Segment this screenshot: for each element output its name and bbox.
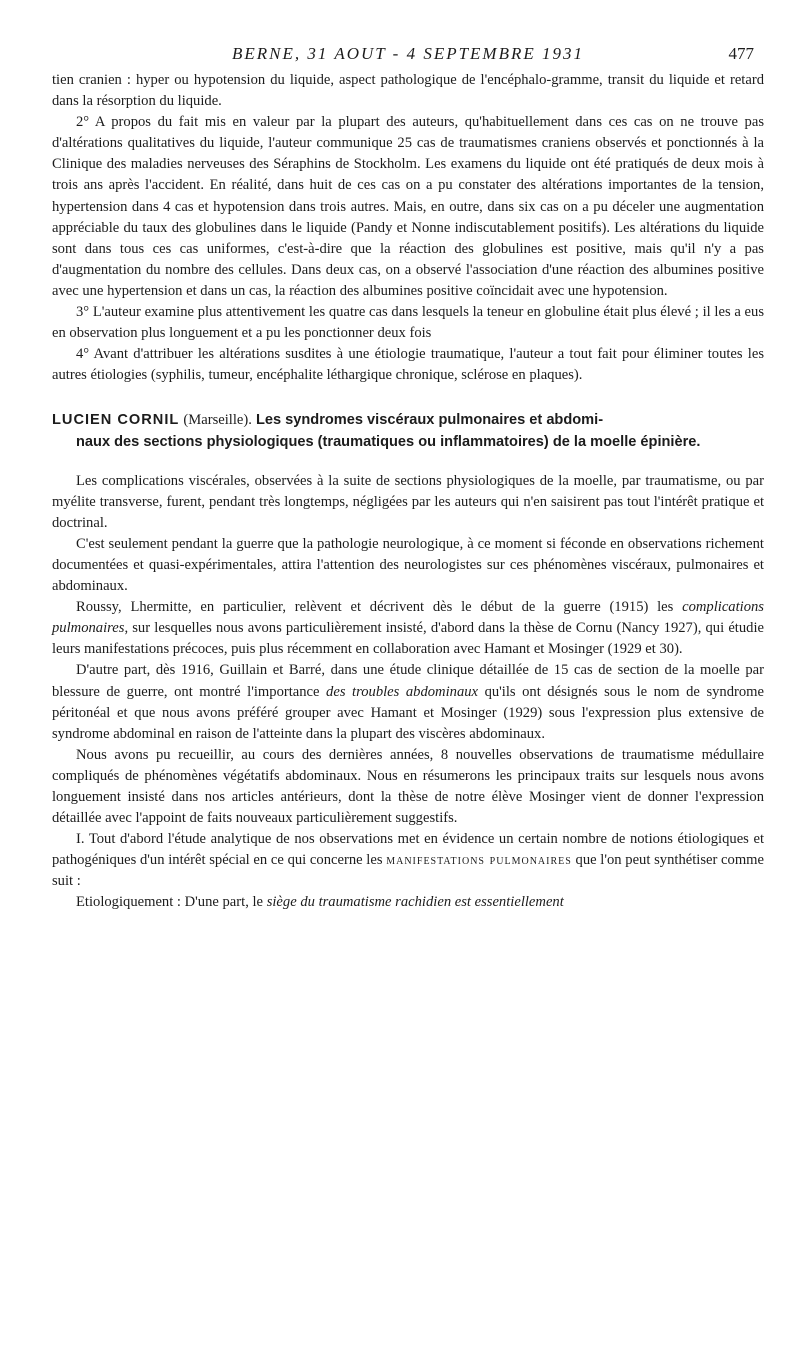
paragraph-continuation: tien cranien : hyper ou hypotension du liquide, aspect pathologique de l'encéphalo-gramme, transit du liquide et retard dans la résorption du liquide. — [52, 72, 764, 110]
article-paragraph-2: C'est seulement pendant la guerre que la pathologie neurologique, à ce moment si féconde en observations richement documentées et quasi-expérimentales, attira l'attention des neurologistes sur ces phénomènes viscéraux, pulmonaires et abdominaux. — [52, 535, 764, 595]
article-paragraph-1: Les complications viscérales, observées à la suite de sections physiologiques de la moelle, par traumatisme, ou par myélite transverse, furent, pendant très longtemps, négligées par les auteurs qui n'en saisirent pas tout l'intérêt pratique et doctrinal. — [52, 472, 764, 531]
document-page — [52, 44, 764, 914]
italic-run: complications pulmonaires — [52, 599, 764, 637]
italic-run: siège du traumatisme rachidien est essentiellement — [266, 894, 564, 911]
text-run: D'autre part, dès 1916, Guillain et Barré, dans une étude clinique détaillée de 15 cas de section de la moelle par blessure de guerre, ont montré l'importance — [52, 662, 764, 700]
text-run: , sur lesquelles nous avons particulièrement insisté, d'abord dans la thèse de Cornu (Nancy 1927), qui étudie leurs manifestations précoces, puis plus récemment en collaboration avec Hamant et Mosinger (1929 et 30). — [52, 620, 764, 658]
article-heading — [52, 410, 764, 431]
text-run: qu'ils ont désignés sous le nom de syndrome péritonéal et que nous avons préféré grouper avec Hamant et Mosinger (1929) sous l'expression plus extensive de syndrome abdominal en raison de l'atteinte dans la plupart des viscères abdominaux. — [52, 683, 764, 742]
text-run: I. Tout d'abord l'étude analytique de nos observations met en évidence un certain nombre de notions étiologiques et pathogéniques d'un intérêt spécial en ce qui concerne les — [52, 831, 764, 869]
paragraph-3: 3° L'auteur examine plus attentivement les quatre cas dans lesquels la teneur en globuline était plus élevé ; il les a eus en observation plus longuement et a pu les ponctionner deux fois — [52, 304, 764, 342]
article-body — [52, 471, 764, 914]
article-title-rest: naux des sections physiologiques (traumatiques ou inflammatoires) de la moelle épinière. — [76, 433, 701, 450]
text-run: Etiologiquement : D'une part, le — [76, 894, 267, 911]
text-run: que l'on peut synthétiser comme suit : — [52, 852, 764, 890]
page-number: 477 — [728, 44, 754, 63]
article-paragraph-4 — [52, 660, 764, 744]
article-paragraph-3 — [52, 597, 764, 660]
previous-abstract — [52, 70, 764, 386]
author-city: (Marseille). — [183, 412, 252, 429]
running-title: BERNE, 31 AOUT - 4 SEPTEMBRE 1931 — [232, 44, 584, 63]
paragraph-4: 4° Avant d'attribuer les altérations susdites à une étiologie traumatique, l'auteur a tout fait pour éliminer toutes les autres étiologies (syphilis, tumeur, encéphalite léthargique chronique, sclérose en plaques). — [52, 346, 764, 384]
article-paragraph-6 — [52, 829, 764, 892]
text-run: Roussy, Lhermitte, en particulier, relèvent et décrivent dès le début de la guerre (1915) les — [76, 599, 683, 616]
small-caps-run: manifestations pulmonaires — [386, 852, 572, 869]
article-title-start: Les syndromes viscéraux pulmonaires et abdomi- — [255, 412, 604, 429]
paragraph-2: 2° A propos du fait mis en valeur par la plupart des auteurs, qu'habituellement dans ces cas on ne trouve pas d'altérations qualitatives du liquide, l'auteur communique 25 cas de traumatismes craniens observés et ponctionnés à la Clinique des maladies nerveuses des Séraphins de Stockholm. Les examens du liquide ont été pratiqués de deux mois à trois ans après l'accident. En réalité, dans huit de ces cas on a pu constater des altérations importantes de la tension, hypertension dans 4 cas et hypotension dans trois autres. Mais, en outre, dans six cas on a pu déceler une augmentation appréciable du taux des globulines dans le liquide (Pandy et Nonne indiscutablement positifs). Les altérations du liquide sont dans tous ces cas uniformes, c'est-à-dire que la réaction des globulines est positive, mais qu'il n'y a pas d'augmentation du nombre des cellules. Dans deux cas, on a observé l'association d'une réaction des albumines positive avec une hypertension et dans un cas, la réaction des albumines positive coïncidait avec une hypotension. — [52, 114, 764, 299]
running-header — [52, 44, 764, 70]
author-name: LUCIEN CORNIL — [52, 412, 180, 429]
article-paragraph-7 — [52, 892, 764, 913]
article-paragraph-5: Nous avons pu recueillir, au cours des dernières années, 8 nouvelles observations de traumatisme médullaire compliqués de phénomènes végétatifs abdominaux. Nous en résumerons les principaux traits sur lesquels nous avons longuement insisté dans nos articles antérieurs, dont la thèse de notre élève Mosinger vient de donner l'expression détaillée avec l'appoint de faits nouveaux particulièrement suggestifs. — [52, 746, 764, 827]
italic-run: des troubles abdominaux — [326, 683, 479, 700]
